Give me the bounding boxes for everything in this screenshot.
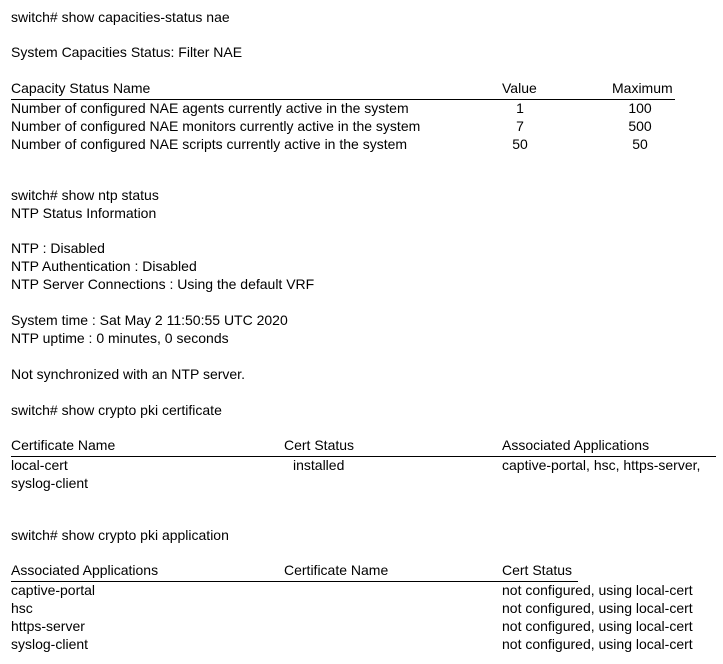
application-name: hsc — [11, 600, 33, 616]
cert-status: installed — [293, 457, 345, 473]
header-maximum: Maximum — [612, 80, 673, 96]
application-cert-status: not configured, using local-cert — [502, 618, 693, 634]
table-row — [11, 457, 716, 475]
pki-application-command: switch# show crypto pki application — [11, 527, 229, 543]
header-cert-status: Cert Status — [284, 437, 355, 453]
capacities-command: switch# show capacities-status nae — [11, 9, 230, 25]
system-time-line: System time : Sat May 2 11:50:55 UTC 2020 — [11, 312, 288, 328]
application-cert-status: not configured, using local-cert — [502, 600, 693, 616]
application-cert-status: not configured, using local-cert — [502, 582, 693, 598]
header-associated-applications: Associated Applications — [502, 437, 650, 453]
application-name: syslog-client — [11, 636, 89, 652]
ntp-command: switch# show ntp status — [11, 187, 159, 203]
header-certificate-name: Certificate Name — [284, 562, 389, 578]
application-name: captive-portal — [11, 582, 96, 598]
ntp-info-title: NTP Status Information — [11, 205, 157, 221]
pki-application-table — [11, 562, 693, 654]
application-name: https-server — [11, 618, 85, 634]
table-row-continuation — [11, 475, 716, 493]
pki-certificate-table — [11, 437, 716, 493]
capacities-header-row — [11, 80, 675, 100]
application-cert-status: not configured, using local-cert — [502, 636, 693, 652]
capacity-name: Number of configured NAE agents currently active in the system — [11, 100, 409, 116]
capacity-value: 50 — [512, 136, 528, 152]
ntp-uptime-line: NTP uptime : 0 minutes, 0 seconds — [11, 330, 229, 346]
table-row — [11, 118, 675, 136]
pki-certificate-command: switch# show crypto pki certificate — [11, 402, 222, 418]
ntp-server-line: NTP Server Connections : Using the default VRF — [11, 276, 315, 292]
capacities-title: System Capacities Status: Filter NAE — [11, 44, 243, 60]
ntp-sync-line: Not synchronized with an NTP server. — [11, 366, 245, 382]
header-capacity-name: Capacity Status Name — [11, 80, 151, 96]
capacity-name: Number of configured NAE monitors currently active in the system — [11, 118, 421, 134]
associated-applications: captive-portal, hsc, https-server, — [502, 457, 701, 473]
capacity-maximum: 50 — [632, 136, 648, 152]
capacity-maximum: 100 — [628, 100, 652, 116]
table-row — [11, 582, 693, 600]
header-cert-status: Cert Status — [502, 562, 573, 578]
capacity-value: 1 — [516, 100, 524, 116]
header-associated-applications: Associated Applications — [11, 562, 159, 578]
ntp-auth-line: NTP Authentication : Disabled — [11, 258, 197, 274]
table-row — [11, 636, 693, 654]
table-row — [11, 600, 693, 618]
capacity-maximum: 500 — [628, 118, 652, 134]
certificate-name: local-cert — [11, 457, 68, 473]
capacities-table — [11, 80, 675, 154]
capacity-name: Number of configured NAE scripts currently active in the system — [11, 136, 408, 152]
table-row — [11, 136, 675, 154]
pki-application-header-row — [11, 562, 578, 582]
table-row — [11, 100, 675, 118]
associated-applications-cont: syslog-client — [11, 475, 89, 491]
header-value: Value — [502, 80, 537, 96]
table-row — [11, 618, 693, 636]
pki-certificate-header-row — [11, 437, 716, 457]
header-certificate-name: Certificate Name — [11, 437, 116, 453]
capacity-value: 7 — [516, 118, 524, 134]
ntp-status-line: NTP : Disabled — [11, 240, 105, 256]
